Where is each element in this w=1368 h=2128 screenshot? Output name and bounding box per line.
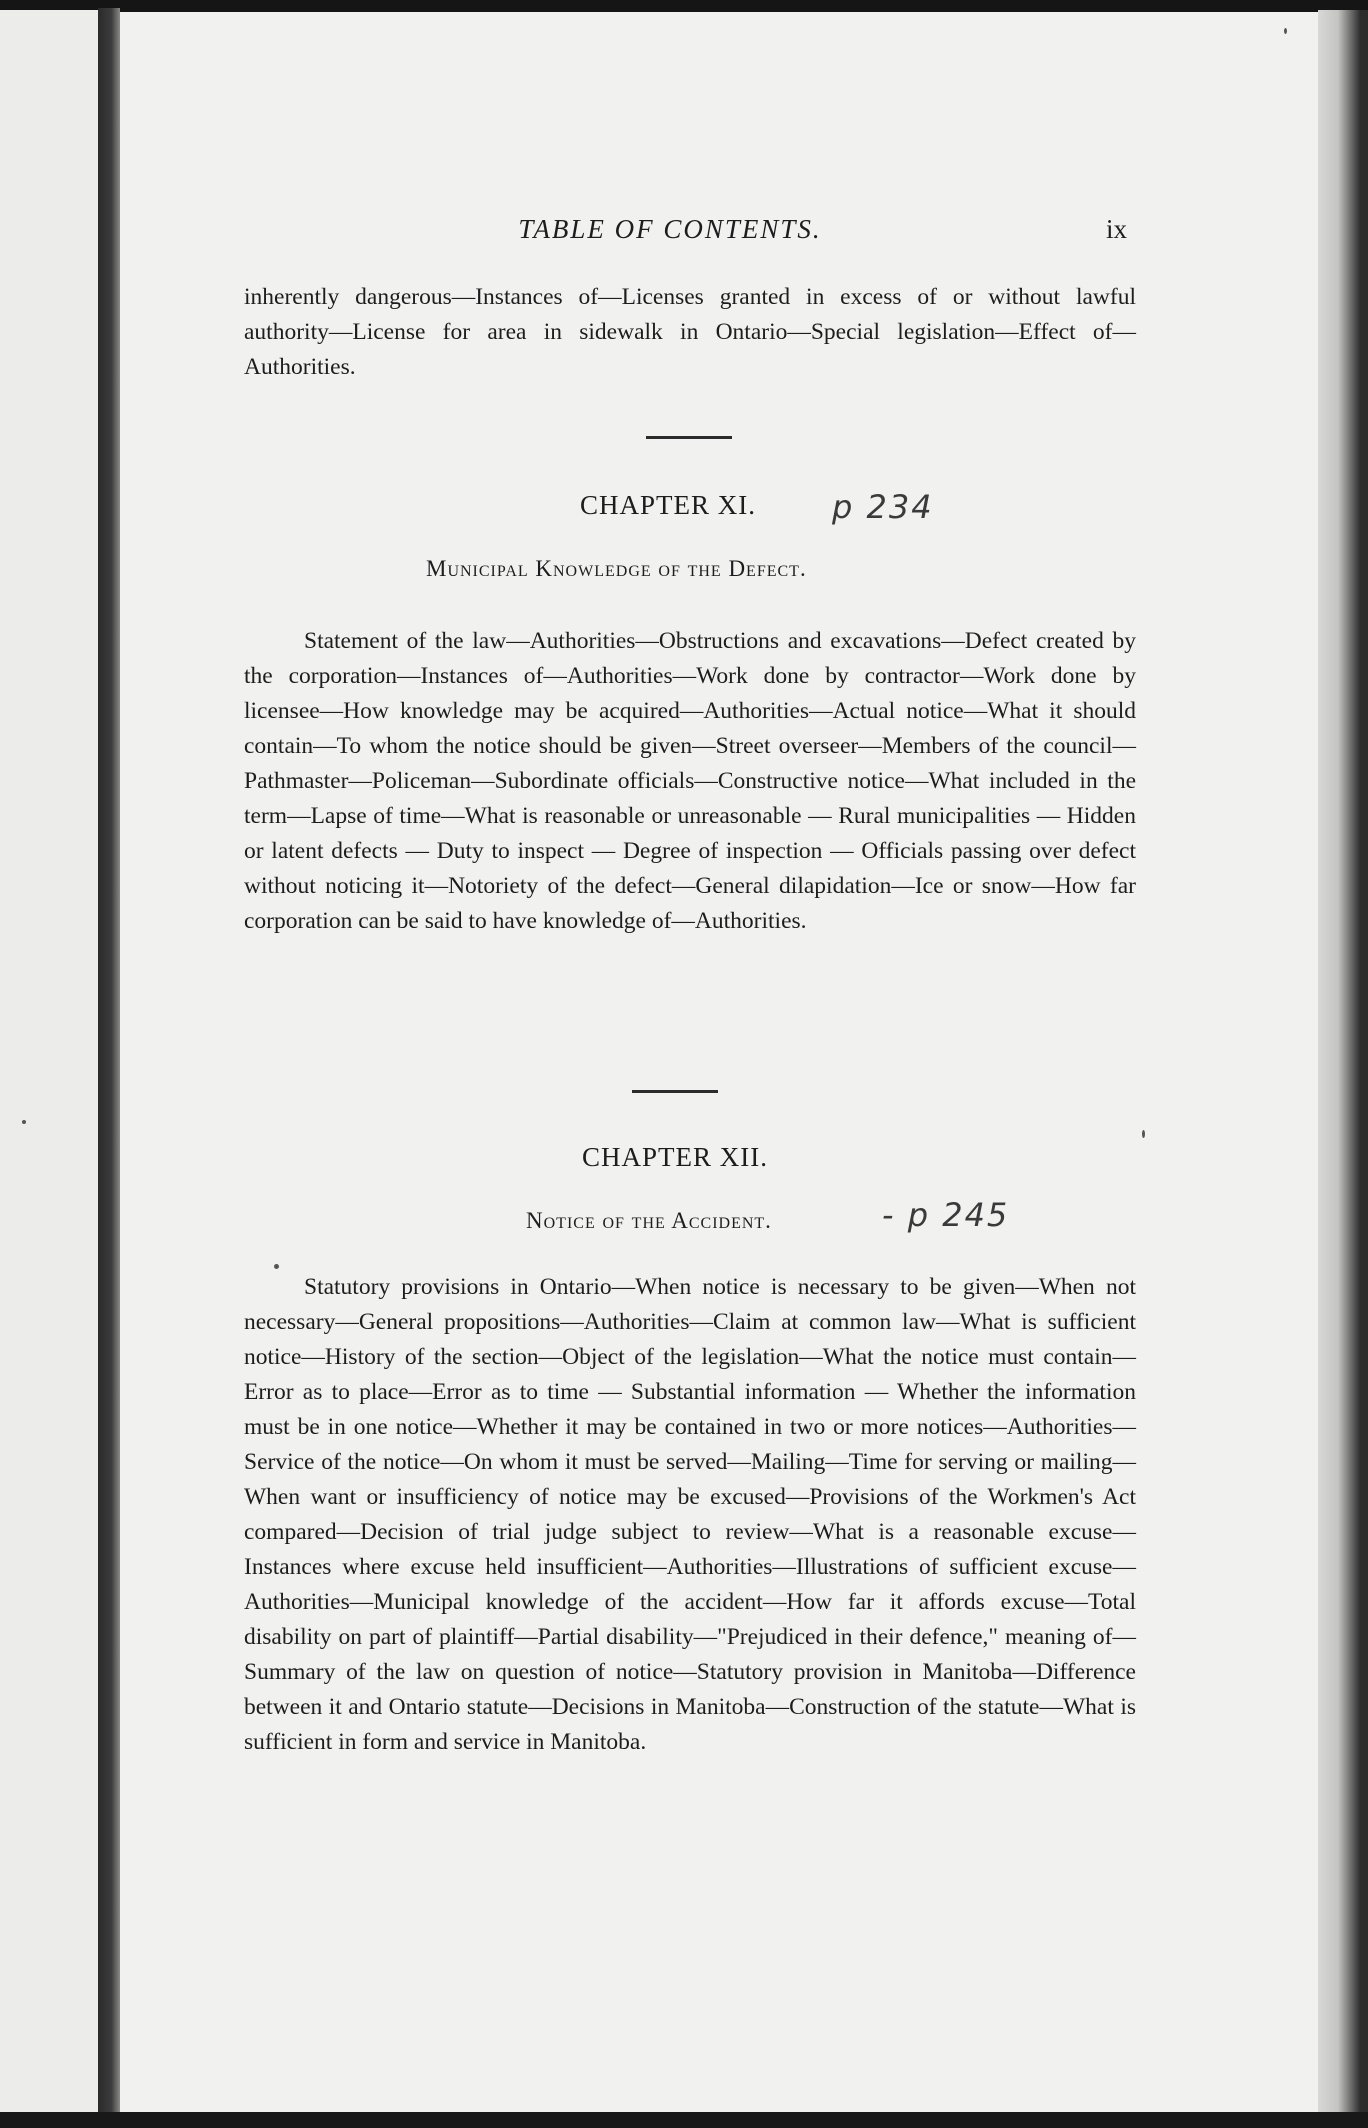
- scan-speck: [22, 1120, 26, 1124]
- book-gutter: [98, 8, 120, 2113]
- chapter-12-title: Notice of the Accident.: [526, 1208, 772, 1233]
- chapter-11-summary: Statement of the law—Authorities—Obstructions and excavations—Defect created by the corporation—Instances of—Authorities—Work done by contractor—Work done by licensee—How knowledge may be acquired—Authorities—Actual notice—What it should contain—To whom the notice should be given—Street overseer—Members of the council—Pathmaster—Policeman—Subordinate officials—Constructive notice—What included in the term—Lapse of time—What is reasonable or unreasonable — Rural municipalities — Hidden or latent defects — Duty to inspect — Degree of inspection — Officials passing over defect without noticing it—Notoriety of the defect—General dilapidation—Ice or snow—How far corporation can be said to have knowledge of—Authorities.: [244, 628, 1136, 934]
- section-divider: [646, 436, 732, 439]
- scan-bottom-edge: [0, 2112, 1368, 2128]
- chapter-12-heading: CHAPTER XII.: [582, 1142, 768, 1172]
- chapter-11-handwritten-note: p 234: [832, 488, 934, 526]
- facing-page-edge: [0, 10, 104, 2122]
- scan-speck: [274, 1264, 279, 1269]
- page-number: ix: [1106, 214, 1128, 244]
- chapter-11-title: Municipal Knowledge of the Defect.: [426, 556, 807, 581]
- page-edge-shadow: [1318, 10, 1368, 2120]
- chapter-12-summary: Statutory provisions in Ontario—When notice is necessary to be given—When not necessary—General propositions—Authorities—Claim at common law—What is sufficient notice—History of the section—Object of the legislation—What the notice must contain—Error as to place—Error as to time — Substantial information — Whether the information must be in one notice—Whether it may be contained in two or more notices—Authorities—Service of the notice—On whom it must be served—Mailing—Time for serving or mailing—When want or insufficiency of notice may be excused—Provisions of the Workmen's Act compared—Decision of trial judge subject to review—What is a reasonable excuse—Instances where excuse held insufficient—Authorities—Illustrations of sufficient excuse—Authorities—Municipal knowledge of the accident—How far it affords excuse—Total disability on part of plaintiff—Partial disability—"Prejudiced in their defence," meaning of—Summary of the law on question of notice—Statutory provision in Manitoba—Difference between it and Ontario statute—Decisions in Manitoba—Construction of the statute—What is sufficient in form and service in Manitoba.: [244, 1274, 1136, 1755]
- scan-speck: [1284, 28, 1287, 34]
- chapter-12-handwritten-note: - p 245: [882, 1196, 1010, 1234]
- chapter-11-heading: CHAPTER XI.: [580, 490, 757, 520]
- running-head: TABLE OF CONTENTS.: [518, 214, 822, 244]
- section-divider: [632, 1090, 718, 1093]
- continuation-paragraph: inherently dangerous—Instances of—Licenses granted in excess of or without lawful authority—License for area in sidewalk in Ontario—Special legislation—Effect of—Authorities.: [244, 284, 1136, 380]
- scan-speck: [1142, 1130, 1145, 1138]
